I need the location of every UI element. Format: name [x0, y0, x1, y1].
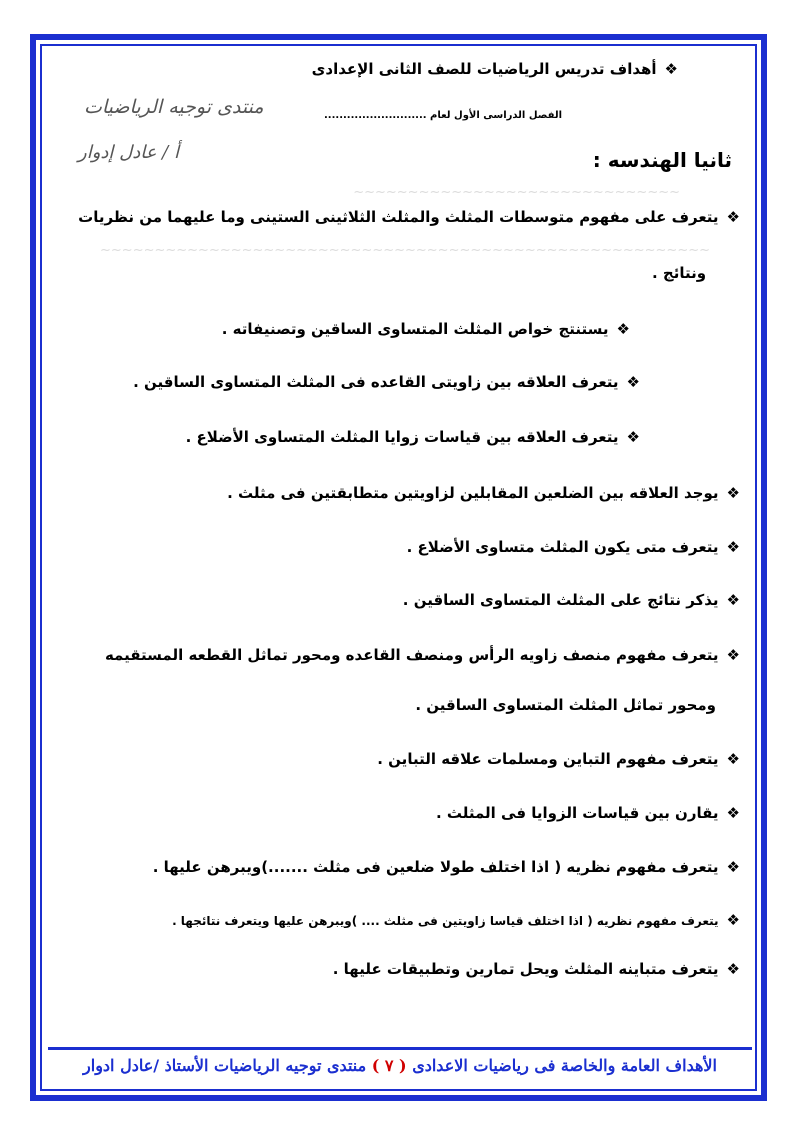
- bullet-icon: ❖: [726, 208, 740, 226]
- footer-right-text: منتدى توجيه الرياضيات الأستاذ /عادل ادوار: [83, 1056, 367, 1075]
- objective-3: [133, 373, 640, 391]
- footer-divider: [48, 1047, 752, 1050]
- bullet-icon: ❖: [726, 804, 740, 822]
- objective-text: يذكر نتائج على المثلث المتساوى الساقين .: [402, 591, 719, 609]
- objective-1-continued: ونتائج .: [652, 264, 707, 282]
- objective-text: يتعرف العلاقه بين زاويتى القاعده فى المثلث المتساوى الساقين .: [133, 373, 619, 391]
- objective-8: [105, 646, 740, 664]
- bullet-icon: ❖: [726, 911, 740, 929]
- bleed-through-text: ~~~~~~~~~~~~~~~~~~~~~~~~~~~~~~~~~~~~~~~~~~~~~~~~~~~~~~~~: [100, 243, 710, 258]
- objective-text: يستنتج خواص المثلث المتساوى الساقين وتصنيفاته .: [221, 320, 609, 338]
- bullet-icon: ❖: [616, 320, 630, 338]
- bullet-icon: ❖: [726, 591, 740, 609]
- objective-text: يتعرف مفهوم منصف زاويه الرأس ومنصف القاعده ومحور تماثل القطعه المستقيمه: [104, 646, 719, 664]
- objective-text: يتعرف متى يكون المثلث متساوى الأضلاع .: [406, 538, 719, 556]
- section-heading: ثانيا الهندسه :: [592, 148, 732, 172]
- objective-text: يتعرف على مفهوم متوسطات المثلث والمثلث الثلاثينى الستينى وما عليهما من نظريات: [78, 208, 719, 226]
- objective-text: يقارن بين قياسات الزوايا فى المثلث .: [435, 804, 719, 822]
- objective-10: [436, 804, 740, 822]
- objective-4: [186, 428, 640, 446]
- objective-8-continued: ومحور تماثل المثلث المتساوى الساقين .: [415, 696, 716, 714]
- objective-7: [403, 591, 740, 609]
- bullet-icon: ❖: [626, 373, 640, 391]
- objective-text: يتعرف مفهوم نظريه ( اذا اختلف قياسا زاويتين فى مثلث .... )ويبرهن عليها ويتعرف نتائجها .: [172, 914, 719, 928]
- title-text: أهداف تدريس الرياضيات للصف الثانى الإعدادى: [311, 60, 657, 78]
- bullet-icon: ❖: [726, 960, 740, 978]
- objective-text: يتعرف مفهوم نظريه ( اذا اختلف طولا ضلعين فى مثلث .......)ويبرهن عليها .: [152, 858, 719, 876]
- author-watermark: أ / عادل إدوار: [78, 142, 179, 163]
- objective-text: يتعرف مفهوم التباين ومسلمات علاقه التباين .: [377, 750, 719, 768]
- objective-text: يتعرف العلاقه بين قياسات زوايا المثلث المتساوى الأضلاع .: [185, 428, 619, 446]
- objective-6: [407, 538, 740, 556]
- objective-text: يوجد العلاقه بين الضلعين المقابلين لزاويتين متطابقتين فى مثلث .: [227, 484, 719, 502]
- bullet-icon: ❖: [626, 428, 640, 446]
- forum-watermark: منتدى توجيه الرياضيات: [84, 96, 264, 118]
- bleed-through-text: ~~~~~~~~~~~~~~~~~~~~~~~~~~~~~~: [353, 185, 680, 200]
- bullet-icon: ❖: [726, 858, 740, 876]
- objective-9: [377, 750, 740, 768]
- objective-12: [172, 911, 740, 929]
- title-bullet: ❖: [664, 60, 678, 78]
- page-number: ( ٧ ): [371, 1056, 407, 1075]
- objective-11: [153, 858, 740, 876]
- bullet-icon: ❖: [726, 750, 740, 768]
- footer-left-text: الأهداف العامة والخاصة فى رياضيات الاعدادى: [412, 1056, 717, 1075]
- objective-2: [222, 320, 630, 338]
- bullet-icon: ❖: [726, 646, 740, 664]
- bullet-icon: ❖: [726, 484, 740, 502]
- objective-text: يتعرف متباينه المثلث ويحل تمارين وتطبيقات عليها .: [332, 960, 719, 978]
- objective-13: [333, 960, 740, 978]
- page-footer: [50, 1056, 750, 1075]
- page-title: [312, 60, 678, 78]
- objective-5: [227, 484, 740, 502]
- objective-1: [78, 208, 740, 226]
- bullet-icon: ❖: [726, 538, 740, 556]
- term-line: الفصل الدراسى الأول لعام ...........................: [324, 110, 562, 121]
